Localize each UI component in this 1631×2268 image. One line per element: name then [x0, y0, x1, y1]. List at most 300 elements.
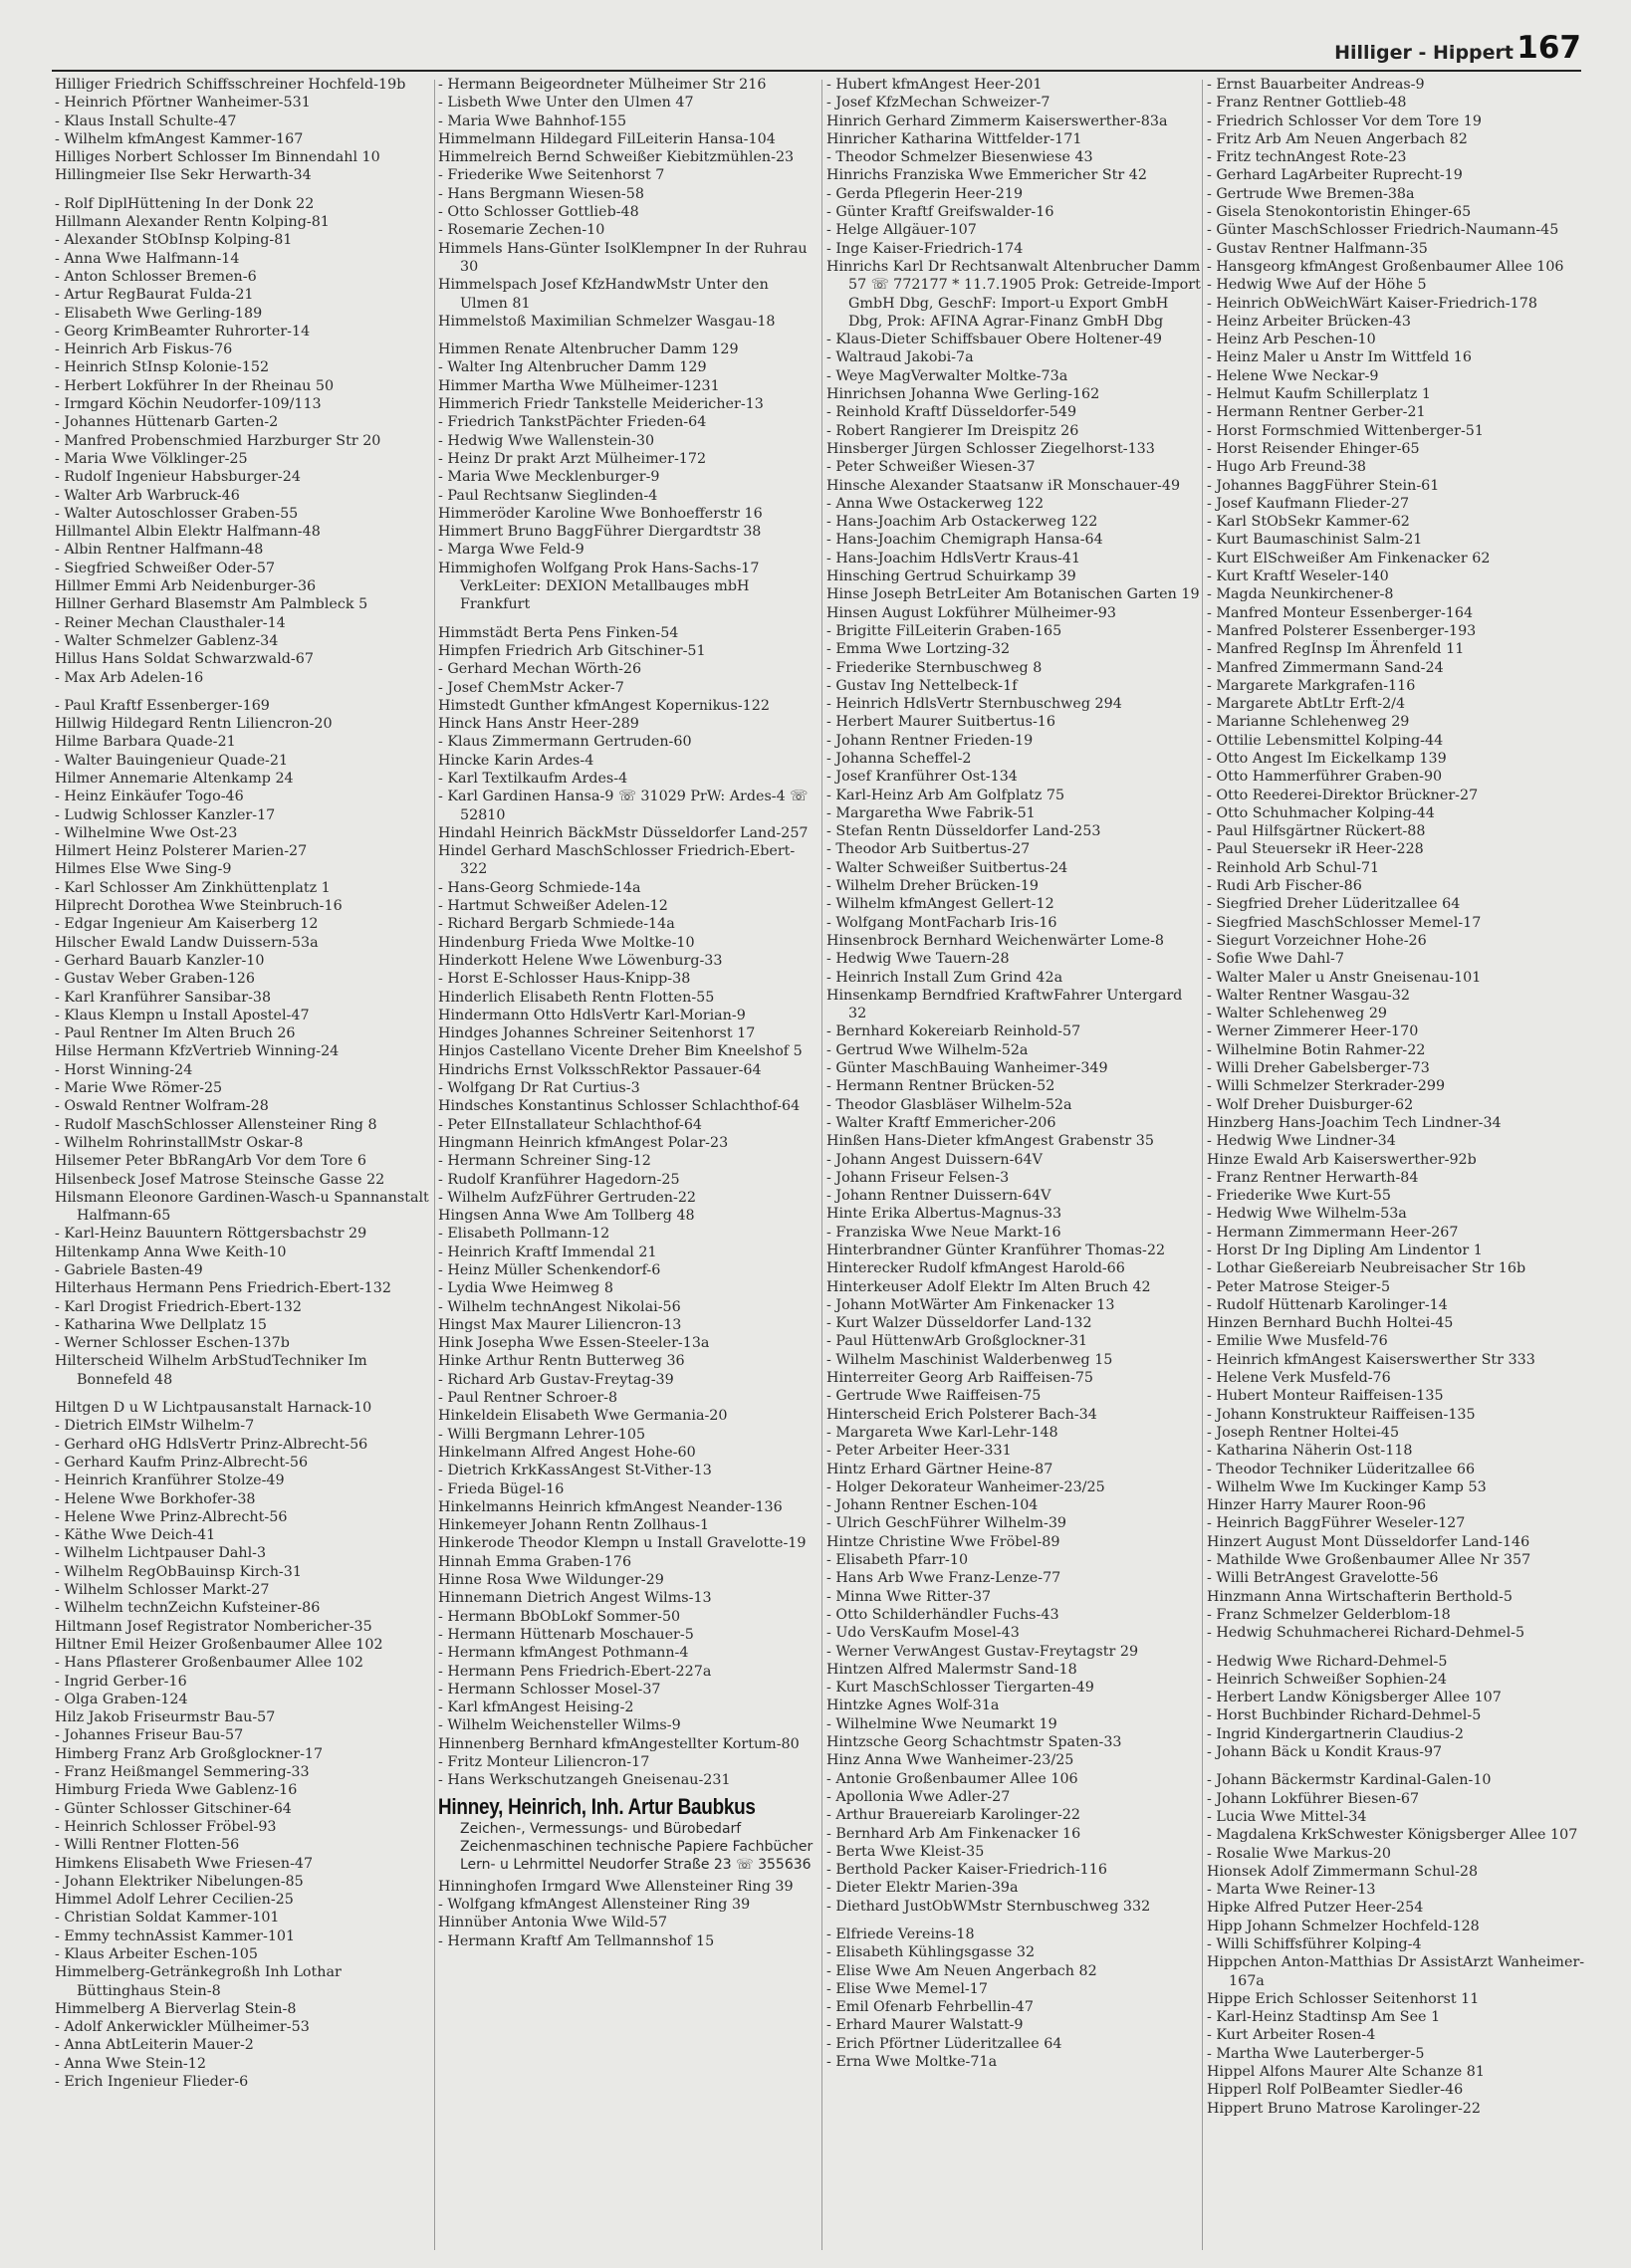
entry-gap [55, 185, 431, 195]
directory-entry: - Wilhelm Weichensteller Wilms-9 [438, 1717, 681, 1734]
directory-entry: Hipperl Rolf PolBeamter Siedler-46 [1207, 2082, 1464, 2099]
directory-entry: - Maria Wwe Völklinger-25 [55, 450, 248, 467]
directory-entry: - Werner Schlosser Eschen-137b [55, 1335, 290, 1352]
directory-entry: - Karl Drogist Friedrich-Ebert-132 [55, 1298, 302, 1315]
directory-entry: - Hugo Arb Freund-38 [1207, 459, 1367, 476]
directory-entry: - Peter ElInstallateur Schlachthof-64 [438, 1116, 703, 1133]
directory-entry: Himmeröder Karoline Wwe Bonhoefferstr 16 [438, 505, 763, 522]
column-1 [55, 76, 431, 2256]
directory-entry: - Helene Wwe Prinz-Albrecht-56 [55, 1508, 288, 1525]
directory-entry: - Hans Bergmann Wiesen-58 [438, 185, 644, 202]
directory-entry: - Wilhelmine Wwe Neumarkt 19 [826, 1715, 1057, 1732]
directory-entry: - Gabriele Basten-49 [55, 1262, 203, 1278]
directory-entry: - Karl Schlosser Am Zinkhüttenplatz 1 [55, 879, 331, 896]
directory-entry: - Johann Bäckermstr Kardinal-Galen-10 [1207, 1772, 1492, 1789]
directory-entry: - Klaus Zimmermann Gertruden-60 [438, 734, 692, 751]
directory-entry: - Rosemarie Zechen-10 [438, 222, 605, 239]
directory-entry: - Erna Wwe Moltke-71a [826, 2054, 998, 2071]
directory-entry: - Helene Wwe Borkhofer-38 [55, 1490, 256, 1507]
directory-entry: - Paul Rentner Schroer-8 [438, 1390, 618, 1407]
directory-entry: Hillwig Hildegard Rentn Liliencron-20 [55, 716, 333, 733]
directory-entry: - Helmut Kaufm Schillerplatz 1 [1207, 386, 1431, 403]
directory-entry: Hintzke Agnes Wolf-31a [826, 1698, 1000, 1714]
directory-entry: - Heinrich kfmAngest Kaiserswerther Str 333 [1207, 1351, 1535, 1368]
directory-entry: - Hedwig Wwe Wallenstein-30 [438, 432, 655, 449]
directory-entry: - Karl Kranführer Sansibar-38 [55, 989, 272, 1006]
directory-entry: - Wilhelm kfmAngest Gellert-12 [826, 896, 1054, 913]
directory-entry: - Hermann Beigeordneter Mülheimer Str 216 [438, 77, 767, 93]
directory-entry: - Friederike Wwe Seitenhorst 7 [438, 167, 665, 184]
directory-entry: - Josef KfzMechan Schweizer-7 [826, 95, 1050, 112]
directory-entry: - Heinz Einkäufer Togo-46 [55, 789, 244, 805]
directory-entry: - Ulrich GeschFührer Wilhelm-39 [826, 1515, 1067, 1532]
directory-entry: Hinterbrandner Günter Kranführer Thomas-22 [826, 1243, 1166, 1258]
advertisement-body: Zeichen-, Vermessungs- und Bürobedarf Zeichenmaschinen technische Papiere Fachbücher Lern- u Lehrmittel Neudorfer Straße 23 ☏ 355636 [460, 1820, 814, 1873]
directory-entry: Himmer Martha Wwe Mülheimer-1231 [438, 377, 720, 394]
directory-entry: Hindges Johannes Schreiner Seitenhorst 17 [438, 1025, 756, 1042]
directory-entry: - Hermann Hüttenarb Moschauer-5 [438, 1626, 694, 1643]
directory-entry: Hinzert August Mont Düsseldorfer Land-146 [1207, 1533, 1530, 1550]
directory-entry: - Helge Allgäuer-107 [826, 222, 977, 239]
directory-entry: - Johannes Friseur Bau-57 [55, 1727, 244, 1744]
directory-entry: - Franz Heißmangel Semmering-33 [55, 1764, 310, 1781]
directory-entry: Hindenburg Frieda Wwe Moltke-10 [438, 934, 695, 951]
directory-entry: - Theodor Glasbläser Wilhelm-52a [826, 1096, 1072, 1113]
directory-entry: Hinterkeuser Adolf Elektr Im Alten Bruch 42 [826, 1278, 1151, 1295]
directory-entry: - Günter MaschSchlosser Friedrich-Naumann-45 [1207, 222, 1559, 239]
directory-entry: - Fritz Monteur Liliencron-17 [438, 1754, 650, 1771]
directory-entry: - Franz Rentner Herwarth-84 [1207, 1169, 1419, 1186]
directory-entry: - Sofie Wwe Dahl-7 [1207, 951, 1344, 968]
directory-entry: Hinse Joseph BetrLeiter Am Botanischen Garten 19 [826, 586, 1200, 603]
directory-entry: Hinrichs Karl Dr Rechtsanwalt Altenbrucher Damm 57 ☏ 772177 * 11.7.1905 Prok: Getreide-Import GmbH Dbg, GeschF: Import-u Export GmbH Dbg, Prok: AFINA Agrar-Finanz GmbH Dbg [826, 258, 1201, 330]
directory-entry: - Holger Dekorateur Wanheimer-23/25 [826, 1478, 1105, 1495]
directory-entry: - Antonie Großenbaumer Allee 106 [826, 1770, 1078, 1787]
directory-entry: - Rolf DiplHüttening In der Donk 22 [55, 195, 315, 212]
directory-entry: - Hedwig Wwe Richard-Dehmel-5 [1207, 1653, 1448, 1670]
column-divider [434, 80, 435, 2250]
directory-entry: - Fritz technAngest Rote-23 [1207, 149, 1407, 166]
directory-entry: - Otto Schilderhändler Fuchs-43 [826, 1606, 1059, 1623]
directory-entry: Hinrichs Franziska Wwe Emmericher Str 42 [826, 167, 1147, 184]
directory-entry: - Herbert Maurer Suitbertus-16 [826, 714, 1055, 731]
directory-entry: Hippchen Anton-Matthias Dr AssistArzt Wanheimer-167a [1207, 1954, 1585, 1989]
directory-entry: - Heinrich Kraftf Immendal 21 [438, 1244, 657, 1260]
directory-entry: - Franz Rentner Gottlieb-48 [1207, 95, 1407, 112]
directory-entry: - Johann MotWärter Am Finkenacker 13 [826, 1296, 1115, 1313]
directory-entry: - Maria Wwe Mecklenburger-9 [438, 469, 660, 486]
directory-entry: - Weye MagVerwalter Moltke-73a [826, 367, 1068, 384]
directory-entry: - Horst E-Schlosser Haus-Knipp-38 [438, 971, 691, 988]
directory-entry: Hinsen August Lokführer Mülheimer-93 [826, 604, 1116, 621]
advertisement [438, 1794, 816, 1874]
directory-entry: Hinzen Bernhard Buchh Holtei-45 [1207, 1315, 1454, 1332]
directory-entry: Himmel Adolf Lehrer Cecilien-25 [55, 1892, 294, 1909]
directory-entry: Hindahl Heinrich BäckMstr Düsseldorfer Land-257 [438, 824, 809, 841]
directory-entry: Hinßen Hans-Dieter kfmAngest Grabenstr 35 [826, 1133, 1154, 1150]
directory-entry: - Ingrid Kindergartnerin Claudius-2 [1207, 1725, 1464, 1742]
directory-entry: - Johann Rentner Eschen-104 [826, 1497, 1039, 1514]
directory-entry: - Magda Neunkirchener-8 [1207, 586, 1394, 603]
directory-entry: Hilterscheid Wilhelm ArbStudTechniker Im Bonnefeld 48 [55, 1353, 367, 1388]
directory-entry: - Hermann Zimmermann Heer-267 [1207, 1224, 1459, 1241]
directory-entry: - Gustav Weber Graben-126 [55, 971, 255, 988]
directory-entry: - Friedrich Schlosser Vor dem Tore 19 [1207, 113, 1482, 129]
directory-entry: Hinsenkamp Berndfried KraftwFahrer Untergard 32 [826, 987, 1183, 1022]
directory-entry: - Georg KrimBeamter Ruhrorter-14 [55, 323, 311, 340]
directory-entry: - Wilhelm technZeichn Kufsteiner-86 [55, 1600, 321, 1617]
directory-entry: Hink Josepha Wwe Essen-Steeler-13a [438, 1335, 710, 1352]
directory-entry: Hilprecht Dorothea Wwe Steinbruch-16 [55, 898, 343, 915]
directory-entry: - Kurt Kraftf Weseler-140 [1207, 568, 1389, 585]
directory-entry: - Hermann Kraftf Am Tellmannshof 15 [438, 1932, 715, 1949]
directory-entry: - Paul Steuersekr iR Heer-228 [1207, 841, 1424, 858]
directory-entry: Hilliger Friedrich Schiffsschreiner Hochfeld-19b [55, 77, 406, 93]
directory-entry: - Wilhelm AufzFührer Gertruden-22 [438, 1189, 697, 1206]
directory-entry: - Hans Pflasterer Großenbaumer Allee 102 [55, 1655, 363, 1672]
directory-entry: - Horst Winning-24 [55, 1061, 193, 1078]
directory-entry: - Hans-Joachim Arb Ostackerweg 122 [826, 514, 1098, 531]
directory-entry: Hinkemeyer Johann Rentn Zollhaus-1 [438, 1517, 710, 1534]
directory-entry: - Walter Kraftf Emmericher-206 [826, 1114, 1056, 1131]
directory-entry: - Richard Arb Gustav-Freytag-39 [438, 1371, 674, 1388]
directory-entry: - Hermann Rentner Gerber-21 [1207, 404, 1426, 421]
directory-entry: - Otto Reederei-Direktor Brückner-27 [1207, 787, 1479, 803]
directory-entry: - Heinz Maler u Anstr Im Wittfeld 16 [1207, 349, 1472, 366]
directory-entry: - Manfred RegInsp Im Ährenfeld 11 [1207, 641, 1465, 658]
directory-entry: Hinterscheid Erich Polsterer Bach-34 [826, 1406, 1097, 1423]
directory-entry: - Hubert Monteur Raiffeisen-135 [1207, 1388, 1444, 1405]
directory-entry: Hindsches Konstantinus Schlosser Schlachthof-64 [438, 1098, 801, 1115]
directory-entry: - Hubert kfmAngest Heer-201 [826, 77, 1043, 93]
directory-entry: - Josef Kranführer Ost-134 [826, 769, 1018, 786]
directory-entry: Hindrichs Ernst VolksschRektor Passauer-64 [438, 1061, 762, 1078]
directory-entry: Hiltenkamp Anna Wwe Keith-10 [55, 1244, 287, 1260]
directory-entry: - Apollonia Wwe Adler-27 [826, 1788, 1011, 1805]
directory-entry: - Gerda Pflegerin Heer-219 [826, 185, 1024, 202]
directory-entry: Hinkerode Theodor Klempn u Install Gravelotte-19 [438, 1535, 807, 1552]
directory-entry: - Wilhelm RohrinstallMstr Oskar-8 [55, 1134, 304, 1151]
directory-entry: - Rudolf Kranführer Hagedorn-25 [438, 1171, 680, 1188]
directory-entry: - Katharina Wwe Dellplatz 15 [55, 1316, 268, 1333]
directory-entry: - Ottilie Lebensmittel Kolping-44 [1207, 732, 1444, 749]
directory-entry: - Willi Bergmann Lehrer-105 [438, 1426, 646, 1443]
directory-entry: - Rudi Arb Fischer-86 [1207, 878, 1362, 895]
directory-entry: Himberg Franz Arb Großglockner-17 [55, 1745, 324, 1762]
directory-entry: - Ingrid Gerber-16 [55, 1673, 187, 1690]
directory-entry: Himmelberg-Getränkegroßh Inh Lothar Büttinghaus Stein-8 [55, 1964, 342, 1999]
directory-entry: Hippel Alfons Maurer Alte Schanze 81 [1207, 2064, 1485, 2081]
directory-entry: - Willi Schiffsführer Kolping-4 [1207, 1935, 1422, 1952]
directory-entry: - Elisabeth Wwe Gerling-189 [55, 305, 263, 322]
directory-entry: - Emil Ofenarb Fehrbellin-47 [826, 1999, 1034, 2016]
directory-entry: - Hedwig Wwe Auf der Höhe 5 [1207, 277, 1427, 294]
directory-entry: - Alexander StObInsp Kolping-81 [55, 232, 293, 249]
directory-entry: Hiltmann Josef Registrator Nombericher-35 [55, 1618, 372, 1635]
directory-entry: Hindel Gerhard MaschSchlosser Friedrich-Ebert-322 [438, 843, 796, 878]
directory-entry: - Adolf Ankerwickler Mülheimer-53 [55, 2019, 310, 2036]
directory-entry: - Wolf Dreher Duisburger-62 [1207, 1096, 1414, 1113]
directory-entry: - Gertrude Wwe Raiffeisen-75 [826, 1388, 1042, 1405]
directory-entry: - Heinrich Schweißer Sophien-24 [1207, 1671, 1447, 1688]
directory-entry: Hindermann Otto HdlsVertr Karl-Morian-9 [438, 1007, 746, 1023]
directory-entry: - Walter Autoschlosser Graben-55 [55, 505, 299, 522]
directory-entry: Hillmann Alexander Rentn Kolping-81 [55, 214, 330, 231]
directory-entry: - Theodor Arb Suitbertus-27 [826, 841, 1031, 858]
directory-entry: - Rudolf MaschSchlosser Allensteiner Ring 8 [55, 1116, 377, 1133]
directory-entry: - Otto Schlosser Gottlieb-48 [438, 204, 639, 221]
entry-gap [55, 687, 431, 697]
directory-entry: - Emilie Wwe Musfeld-76 [1207, 1333, 1388, 1350]
directory-entry: - Heinrich HdlsVertr Sternbuschweg 294 [826, 696, 1122, 713]
directory-entry: - Elisabeth Pfarr-10 [826, 1552, 969, 1569]
directory-entry: Hinninghofen Irmgard Wwe Allensteiner Ring 39 [438, 1878, 794, 1895]
directory-entry: - Walter Ing Altenbrucher Damm 129 [438, 359, 707, 376]
directory-entry: - Wilhelm RegObBauinsp Kirch-31 [55, 1563, 302, 1580]
directory-entry: Hippe Erich Schlosser Seitenhorst 11 [1207, 1990, 1480, 2007]
directory-entry: - Lothar Gießereiarb Neubreisacher Str 16b [1207, 1260, 1526, 1277]
directory-entry: - Wilhelm Lichtpauser Dahl-3 [55, 1545, 267, 1562]
directory-entry: - Heinrich Schlosser Fröbel-93 [55, 1818, 277, 1835]
directory-entry: - Anna AbtLeiterin Mauer-2 [55, 2037, 254, 2054]
directory-entry: - Heinrich BaggFührer Weseler-127 [1207, 1515, 1466, 1532]
directory-entry: Hinsberger Jürgen Schlosser Ziegelhorst-133 [826, 440, 1155, 457]
directory-entry: - Heinz Arbeiter Brücken-43 [1207, 313, 1412, 330]
directory-entry: Hinzmann Anna Wirtschafterin Berthold-5 [1207, 1588, 1513, 1605]
directory-entry: Hilliges Norbert Schlosser Im Binnendahl 10 [55, 149, 380, 166]
directory-entry: - Heinz Arb Peschen-10 [1207, 332, 1376, 348]
directory-entry: Himburg Frieda Wwe Gablenz-16 [55, 1782, 298, 1799]
directory-entry: Hilsmann Eleonore Gardinen-Wasch-u Spannanstalt Halfmann-65 [55, 1189, 429, 1225]
directory-entry: - Elfriede Vereins-18 [826, 1926, 975, 1942]
directory-entry: - Karl-Heinz Arb Am Golfplatz 75 [826, 787, 1065, 803]
directory-entry: - Horst Formschmied Wittenberger-51 [1207, 422, 1484, 439]
directory-entry: - Helene Wwe Neckar-9 [1207, 367, 1379, 384]
directory-entry: - Hedwig Wwe Wilhelm-53a [1207, 1206, 1407, 1223]
directory-entry: Hilmer Annemarie Altenkamp 24 [55, 770, 294, 787]
directory-entry: - Kurt Arbeiter Rosen-4 [1207, 2027, 1376, 2044]
directory-entry: - Bernhard Kokereiarb Reinhold-57 [826, 1023, 1081, 1040]
directory-entry: Hinck Hans Anstr Heer-289 [438, 716, 639, 733]
column-2 [438, 76, 816, 2256]
directory-entry: - Walter Schweißer Suitbertus-24 [826, 859, 1068, 876]
directory-entry: - Albin Rentner Halfmann-48 [55, 542, 264, 559]
directory-entry: - Wilhelm Dreher Brücken-19 [826, 878, 1040, 895]
directory-entry: - Manfred Zimmermann Sand-24 [1207, 659, 1444, 676]
directory-entry: - Gerhard LagArbeiter Ruprecht-19 [1207, 167, 1463, 184]
directory-entry: - Udo VersKaufm Mosel-43 [826, 1625, 1020, 1642]
directory-entry: Himmelreich Bernd Schweißer Kiebitzmühlen-23 [438, 149, 795, 166]
directory-entry: Hintzen Alfred Malermstr Sand-18 [826, 1661, 1077, 1678]
directory-entry: - Emmy technAssist Kammer-101 [55, 1928, 296, 1944]
directory-entry: Hinz Anna Wwe Wanheimer-23/25 [826, 1752, 1074, 1769]
directory-entry: - Manfred Monteur Essenberger-164 [1207, 604, 1474, 621]
directory-entry: - Hermann BbObLokf Sommer-50 [438, 1608, 681, 1625]
entry-gap [438, 614, 816, 624]
directory-entry: - Johannes Hüttenarb Garten-2 [55, 414, 279, 431]
directory-entry: Hinsching Gertrud Schuirkamp 39 [826, 568, 1076, 585]
directory-entry: - Elisabeth Pollmann-12 [438, 1226, 610, 1243]
directory-entry: - Herbert Landw Königsberger Allee 107 [1207, 1690, 1502, 1706]
directory-entry: - Walter Arb Warbruck-46 [55, 487, 240, 504]
directory-entry: - Klaus Install Schulte-47 [55, 113, 237, 129]
directory-entry: Himmelberg A Bierverlag Stein-8 [55, 2000, 297, 2017]
directory-entry: - Gerhard Kaufm Prinz-Albrecht-56 [55, 1454, 309, 1471]
directory-entry: - Elise Wwe Memel-17 [826, 1980, 988, 1997]
directory-entry: - Kurt Walzer Düsseldorfer Land-132 [826, 1315, 1092, 1332]
directory-entry: - Friederike Sternbuschweg 8 [826, 659, 1043, 676]
directory-entry: - Inge Kaiser-Friedrich-174 [826, 240, 1024, 257]
directory-entry: - Wilhelm Wwe Im Kuckinger Kamp 53 [1207, 1478, 1487, 1495]
directory-entry: - Kurt Baumaschinist Salm-21 [1207, 532, 1423, 549]
directory-entry: - Heinrich Kranführer Stolze-49 [55, 1473, 285, 1489]
directory-entry: - Erich Ingenieur Flieder-6 [55, 2074, 249, 2091]
directory-entry: Himmstädt Berta Pens Finken-54 [438, 624, 679, 641]
directory-entry: - Manfred Probenschmied Harzburger Str 20 [55, 432, 381, 449]
directory-entry: - Herbert Lokführer In der Rheinau 50 [55, 377, 335, 394]
directory-entry: Hinterecker Rudolf kfmAngest Harold-66 [826, 1260, 1125, 1277]
directory-entry: Hinkeldein Elisabeth Wwe Germania-20 [438, 1408, 728, 1425]
directory-entry: - Berta Wwe Kleist-35 [826, 1843, 985, 1860]
directory-entry: Hinrich Gerhard Zimmerm Kaiserswerther-83a [826, 113, 1168, 129]
directory-entry: - Gerhard oHG HdlsVertr Prinz-Albrecht-56 [55, 1436, 368, 1453]
directory-entry: - Gustav Rentner Halfmann-35 [1207, 240, 1428, 257]
directory-entry: - Peter Schweißer Wiesen-37 [826, 459, 1036, 476]
directory-entry: Hipp Johann Schmelzer Hochfeld-128 [1207, 1918, 1480, 1934]
directory-entry: - Paul Rechtsanw Sieglinden-4 [438, 487, 658, 504]
directory-entry: Hinzer Harry Maurer Roon-96 [1207, 1497, 1427, 1514]
directory-entry: - Willi BetrAngest Gravelotte-56 [1207, 1570, 1439, 1587]
directory-entry: - Karl StObSekr Kammer-62 [1207, 514, 1410, 531]
directory-entry: - Wilhelm technAngest Nikolai-56 [438, 1298, 681, 1315]
directory-entry: - Paul HüttenwArb Großglockner-31 [826, 1333, 1088, 1350]
directory-entry: - Otto Hammerführer Graben-90 [1207, 769, 1443, 786]
directory-entry: Hillus Hans Soldat Schwarzwald-67 [55, 651, 314, 668]
directory-entry: Hilterhaus Hermann Pens Friedrich-Ebert-132 [55, 1280, 391, 1297]
directory-entry: - Johann Rentner Duissern-64V [826, 1188, 1051, 1205]
entry-gap [55, 1389, 431, 1399]
header-name-range: Hilliger - Hippert [1334, 42, 1514, 64]
directory-entry: - Friederike Wwe Kurt-55 [1207, 1188, 1391, 1205]
directory-entry: Hintz Erhard Gärtner Heine-87 [826, 1461, 1053, 1477]
directory-entry: - Diethard JustObWMstr Sternbuschweg 332 [826, 1898, 1151, 1915]
directory-entry: Himmighofen Wolfgang Prok Hans-Sachs-17 VerkLeiter: DEXION Metallbauges mbH Frankfurt [438, 560, 760, 613]
directory-entry: - Peter Arbeiter Heer-331 [826, 1443, 1012, 1460]
directory-entry: - Margarete AbtLtr Erft-2/4 [1207, 696, 1406, 713]
directory-entry: - Christian Soldat Kammer-101 [55, 1910, 280, 1927]
directory-entry: - Hans-Joachim HdlsVertr Kraus-41 [826, 550, 1081, 567]
directory-entry: - Willi Dreher Gabelsberger-73 [1207, 1060, 1430, 1077]
directory-entry: - Josef ChemMstr Acker-7 [438, 679, 624, 696]
directory-entry: - Brigitte FilLeiterin Graben-165 [826, 622, 1062, 639]
directory-entry: - Waltraud Jakobi-7a [826, 349, 974, 366]
directory-entry: - Anna Wwe Halfmann-14 [55, 250, 240, 267]
directory-entry: Hionsek Adolf Zimmermann Schul-28 [1207, 1863, 1479, 1880]
directory-entry: - Gerhard Bauarb Kanzler-10 [55, 952, 265, 969]
directory-entry: Hillner Gerhard Blasemstr Am Palmbleck 5 [55, 596, 368, 613]
directory-entry: - Willi Rentner Flotten-56 [55, 1837, 240, 1854]
entry-gap [826, 1916, 1203, 1926]
directory-entry: - Helene Verk Musfeld-76 [1207, 1370, 1391, 1387]
directory-entry: - Hermann Schreiner Sing-12 [438, 1153, 651, 1170]
directory-entry: - Rosalie Wwe Markus-20 [1207, 1845, 1391, 1862]
directory-entry: - Paul Rentner Im Alten Bruch 26 [55, 1025, 296, 1042]
directory-entry: - Marta Wwe Reiner-13 [1207, 1882, 1376, 1899]
directory-entry: - Gerhard Mechan Wörth-26 [438, 661, 642, 678]
directory-entry: Himmelstoß Maximilian Schmelzer Wasgau-18 [438, 313, 776, 330]
directory-entry: - Hedwig Schuhmacherei Richard-Dehmel-5 [1207, 1625, 1525, 1642]
directory-entry: Himkens Elisabeth Wwe Friesen-47 [55, 1855, 314, 1872]
directory-entry: - Lydia Wwe Heimweg 8 [438, 1280, 613, 1297]
directory-entry: - Bernhard Arb Am Finkenacker 16 [826, 1825, 1081, 1842]
directory-entry: - Ludwig Schlosser Kanzler-17 [55, 806, 276, 823]
directory-entry: Hintze Christine Wwe Fröbel-89 [826, 1533, 1060, 1550]
directory-entry: Hintzsche Georg Schachtmstr Spaten-33 [826, 1734, 1122, 1751]
directory-entry: - Theodor Techniker Lüderitzallee 66 [1207, 1461, 1476, 1477]
directory-entry: Hinnah Emma Graben-176 [438, 1553, 632, 1570]
directory-entry: - Marie Wwe Römer-25 [55, 1080, 223, 1097]
directory-entry: Hilscher Ewald Landw Duissern-53a [55, 934, 319, 951]
directory-entry: - Wolfgang MontFacharb Iris-16 [826, 914, 1057, 931]
directory-entry: - Friedrich TankstPächter Frieden-64 [438, 414, 707, 431]
directory-entry: Hingsen Anna Wwe Am Tollberg 48 [438, 1208, 695, 1225]
directory-entry: - Max Arb Adelen-16 [55, 669, 204, 686]
directory-entry: - Hermann Rentner Brücken-52 [826, 1078, 1055, 1095]
directory-entry: - Horst Reisender Ehinger-65 [1207, 440, 1420, 457]
directory-entry: - Frieda Bügel-16 [438, 1480, 565, 1497]
directory-entry: - Heinz Müller Schenkendorf-6 [438, 1262, 661, 1278]
directory-entry: Hilsemer Peter BbRangArb Vor dem Tore 6 [55, 1153, 367, 1170]
directory-entry: - Karl Textilkaufm Ardes-4 [438, 770, 628, 787]
directory-entry: - Johann Konstrukteur Raiffeisen-135 [1207, 1406, 1476, 1423]
page-number: 167 [1516, 30, 1581, 66]
directory-entry: Hilsenbeck Josef Matrose Steinsche Gasse 22 [55, 1171, 385, 1188]
directory-entry: - Kurt MaschSchlosser Tiergarten-49 [826, 1680, 1094, 1697]
directory-entry: - Margaretha Wwe Fabrik-51 [826, 804, 1036, 821]
directory-entry: - Karl-Heinz Bauuntern Röttgersbachstr 29 [55, 1226, 367, 1243]
directory-entry: Hinkelmanns Heinrich kfmAngest Neander-136 [438, 1498, 783, 1515]
directory-entry: Hingst Max Maurer Liliencron-13 [438, 1316, 682, 1333]
directory-entry: - Rudolf Ingenieur Habsburger-24 [55, 469, 301, 486]
directory-entry: - Hedwig Wwe Tauern-28 [826, 951, 1010, 968]
directory-entry: Hinze Ewald Arb Kaiserswerther-92b [1207, 1151, 1477, 1168]
directory-entry: Hippert Bruno Matrose Karolinger-22 [1207, 2100, 1481, 2117]
directory-entry: - Hans Werkschutzangeh Gneisenau-231 [438, 1772, 731, 1789]
directory-entry: Hinnemann Dietrich Angest Wilms-13 [438, 1590, 712, 1607]
directory-entry: - Siegfried MaschSchlosser Memel-17 [1207, 914, 1482, 931]
directory-entry: - Walter Schlehenweg 29 [1207, 1006, 1388, 1022]
directory-entry: - Johannes BaggFührer Stein-61 [1207, 477, 1440, 494]
directory-entry: - Siegfried Schweißer Oder-57 [55, 560, 276, 576]
directory-entry: Hinte Erika Albertus-Magnus-33 [826, 1206, 1062, 1223]
directory-entry: - Günter Schlosser Gitschiner-64 [55, 1800, 292, 1817]
directory-entry: - Paul Kraftf Essenberger-169 [55, 697, 270, 714]
directory-entry: - Kurt ElSchweißer Am Finkenacker 62 [1207, 550, 1491, 567]
directory-entry: - Irmgard Köchin Neudorfer-109/113 [55, 396, 322, 413]
directory-entry: - Erhard Maurer Walstatt-9 [826, 2017, 1024, 2034]
directory-entry: - Elisabeth Kühlingsgasse 32 [826, 1944, 1036, 1961]
directory-entry: Hiltgen D u W Lichtpausanstalt Harnack-10 [55, 1400, 372, 1417]
directory-entry: Hincke Karin Ardes-4 [438, 752, 594, 769]
directory-entry: - Paul Hilfsgärtner Rückert-88 [1207, 823, 1426, 840]
directory-entry: - Johann Elektriker Nibelungen-85 [55, 1873, 304, 1890]
directory-entry: Hinkelmann Alfred Angest Hohe-60 [438, 1444, 696, 1461]
directory-entry: Hinsche Alexander Staatsanw iR Monschauer-49 [826, 477, 1181, 494]
directory-entry: Hilz Jakob Friseurmstr Bau-57 [55, 1709, 276, 1726]
directory-entry: - Johann Lokführer Biesen-67 [1207, 1790, 1420, 1807]
directory-entry: - Wolfgang kfmAngest Allensteiner Ring 39 [438, 1896, 751, 1913]
directory-entry: - Werner VerwAngest Gustav-Freytagstr 29 [826, 1643, 1139, 1660]
